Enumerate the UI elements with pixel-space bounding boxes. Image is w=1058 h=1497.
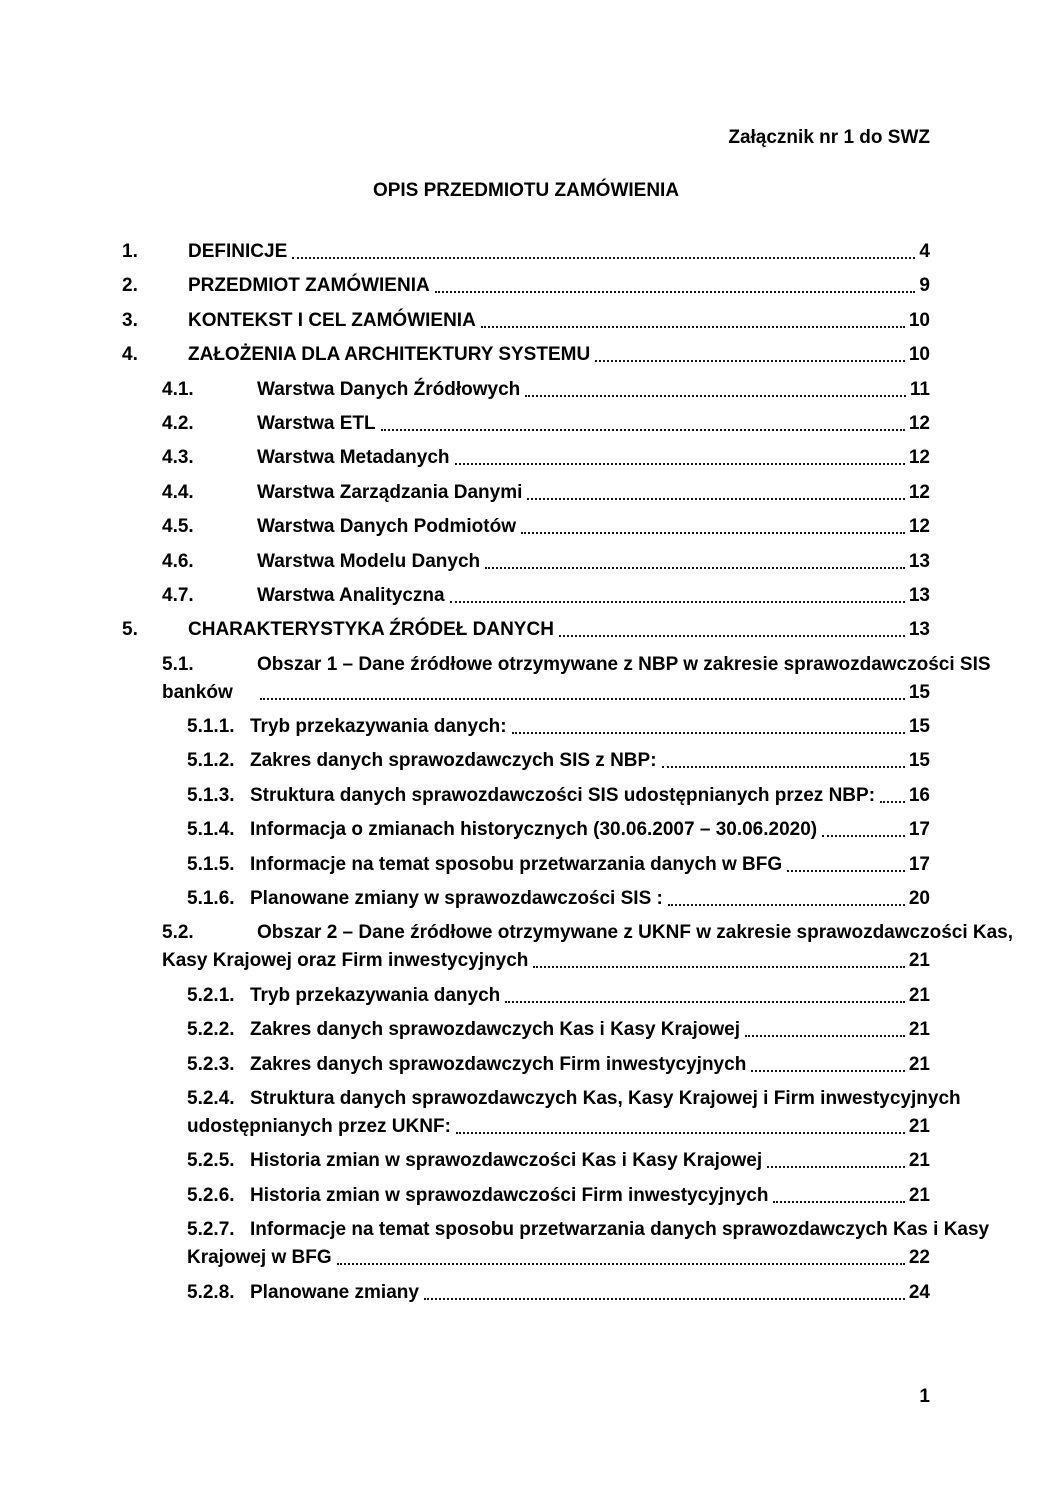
toc-entry-text: Obszar 1 – Dane źródłowe otrzymywane z NBP w zakresie sprawozdawczości SIS xyxy=(257,653,991,675)
toc-entry-text: Informacja o zmianach historycznych (30.06.2007 – 30.06.2020) xyxy=(250,819,818,841)
toc-entry-page: 10 xyxy=(908,344,930,366)
toc-entry-number: 5.1.4. xyxy=(187,819,235,841)
toc-entry xyxy=(0,618,1058,642)
toc-entry-page: 15 xyxy=(908,716,930,738)
toc-entry-page: 21 xyxy=(908,1053,930,1075)
toc-entry-page: 21 xyxy=(908,1150,930,1172)
toc-entry-page: 4 xyxy=(919,241,930,262)
toc-entry-page: 12 xyxy=(908,516,930,538)
toc-leader-dots xyxy=(424,1298,905,1300)
toc-entry xyxy=(0,1087,1058,1111)
toc-leader-dots xyxy=(822,835,905,837)
toc-entry-number: 5.2.5. xyxy=(187,1150,235,1172)
toc-entry-number: 5.1.5. xyxy=(187,853,235,875)
toc-entry-page: 21 xyxy=(908,1019,930,1041)
toc-entry-page: 12 xyxy=(908,447,930,469)
toc-entry-text-continued: Kasy Krajowej oraz Firm inwestycyjnych xyxy=(162,950,529,972)
toc-entry-text: Warstwa Zarządzania Danymi xyxy=(257,481,523,503)
toc-entry xyxy=(0,853,1058,877)
toc-leader-dots xyxy=(787,870,905,872)
toc-entry xyxy=(0,1149,1058,1173)
toc-entry-page: 15 xyxy=(908,681,930,703)
toc-entry xyxy=(0,715,1058,739)
toc-entry xyxy=(0,1218,1058,1242)
toc-entry-text: Zakres danych sprawozdawczych Firm inwestycyjnych xyxy=(250,1053,747,1075)
toc-entry-text: Informacje na temat sposobu przetwarzania danych sprawozdawczych Kas i Kasy xyxy=(250,1219,990,1241)
toc-leader-dots xyxy=(662,766,905,768)
toc-entry xyxy=(0,921,1058,945)
toc-entry-text-continued: banków xyxy=(162,681,233,703)
toc-entry-continuation xyxy=(0,1246,1058,1270)
toc-leader-dots xyxy=(773,1201,904,1203)
footer-page-number: 1 xyxy=(919,1386,930,1407)
toc-entry-number: 5.2.2. xyxy=(187,1019,235,1041)
toc-leader-dots xyxy=(456,1132,905,1134)
toc-entry-number: 4.5. xyxy=(162,516,194,538)
toc-entry-number: 4. xyxy=(122,344,138,366)
toc-entry-number: 5.2.1. xyxy=(187,984,235,1006)
attachment-label: Załącznik nr 1 do SWZ xyxy=(728,127,930,148)
toc-leader-dots xyxy=(485,567,905,569)
toc-entry xyxy=(0,984,1058,1008)
toc-entry xyxy=(0,584,1058,608)
toc-entry xyxy=(0,550,1058,574)
toc-entry-number: 5.1.2. xyxy=(187,750,235,772)
toc-leader-dots xyxy=(527,498,904,500)
toc-entry xyxy=(0,378,1058,402)
toc-leader-dots xyxy=(292,257,915,259)
toc-leader-dots xyxy=(337,1263,905,1265)
toc-leader-dots xyxy=(880,801,905,803)
toc-entry-number: 4.7. xyxy=(162,584,194,606)
toc-entry-text: Tryb przekazywania danych xyxy=(250,984,501,1006)
toc-entry-page: 20 xyxy=(908,888,930,910)
toc-entry xyxy=(0,1018,1058,1042)
toc-entry-number: 4.2. xyxy=(162,412,194,434)
toc-entry-text-continued: Krajowej w BFG xyxy=(187,1247,332,1269)
toc-entry-text: Planowane zmiany w sprawozdawczości SIS : xyxy=(250,888,663,910)
toc-entry-text: Warstwa Metadanych xyxy=(257,447,450,469)
toc-entry xyxy=(0,1184,1058,1208)
toc-entry-page: 15 xyxy=(908,750,930,772)
toc-entry-page: 13 xyxy=(908,619,930,641)
toc-entry xyxy=(0,749,1058,773)
toc-entry-page: 13 xyxy=(908,584,930,606)
toc-leader-dots xyxy=(260,698,905,700)
toc-entry-page: 21 xyxy=(908,984,930,1006)
toc-leader-dots xyxy=(505,1001,905,1003)
toc-entry-page: 16 xyxy=(908,784,930,806)
toc-entry-page: 12 xyxy=(908,481,930,503)
toc-entry xyxy=(0,784,1058,808)
toc-leader-dots xyxy=(435,291,916,293)
toc-entry-text: Warstwa ETL xyxy=(257,412,376,434)
toc-entry-page: 10 xyxy=(908,309,930,331)
toc-entry-number: 2. xyxy=(122,275,138,297)
toc-entry-page: 22 xyxy=(908,1247,930,1269)
toc-entry-text: KONTEKST I CEL ZAMÓWIENIA xyxy=(188,309,476,331)
toc-entry-text: Historia zmian w sprawozdawczości Firm inwestycyjnych xyxy=(250,1184,769,1206)
toc-entry-number: 5.2.8. xyxy=(187,1281,235,1303)
toc-entry-number: 3. xyxy=(122,309,138,331)
toc-leader-dots xyxy=(450,601,905,603)
toc-entry-number: 5.1.1. xyxy=(187,716,235,738)
toc-leader-dots xyxy=(751,1070,905,1072)
toc-entry-text: Warstwa Danych Źródłowych xyxy=(257,378,521,400)
toc-entry-text: CHARAKTERYSTYKA ŹRÓDEŁ DANYCH xyxy=(188,619,554,641)
toc-entry-number: 5.2. xyxy=(162,922,194,944)
toc-entry-continuation xyxy=(0,949,1058,973)
toc-entry xyxy=(0,343,1058,367)
toc-entry xyxy=(0,481,1058,505)
toc-entry xyxy=(0,818,1058,842)
page-title: OPIS PRZEDMIOTU ZAMÓWIENIA xyxy=(372,180,680,201)
toc-leader-dots xyxy=(595,360,905,362)
toc-entry xyxy=(0,887,1058,911)
toc-leader-dots xyxy=(521,532,905,534)
toc-entry-number: 5.2.7. xyxy=(187,1219,235,1241)
toc-entry xyxy=(0,1281,1058,1305)
toc-entry-number: 5. xyxy=(122,619,138,641)
toc-entry-number: 5.2.4. xyxy=(187,1087,235,1109)
toc-entry xyxy=(0,412,1058,436)
toc-entry xyxy=(0,446,1058,470)
toc-leader-dots xyxy=(668,904,905,906)
toc-list xyxy=(0,240,1058,1315)
toc-entry-page: 9 xyxy=(919,275,930,297)
toc-entry-page: 24 xyxy=(908,1281,930,1303)
toc-entry-number: 4.1. xyxy=(162,378,194,400)
toc-entry-page: 12 xyxy=(908,412,930,434)
toc-entry-text: Struktura danych sprawozdawczych Kas, Kasy Krajowej i Firm inwestycyjnych xyxy=(250,1087,961,1109)
toc-entry-text: Obszar 2 – Dane źródłowe otrzymywane z UKNF w zakresie sprawozdawczości Kas, xyxy=(257,922,1014,944)
toc-entry-text: ZAŁOŻENIA DLA ARCHITEKTURY SYSTEMU xyxy=(188,344,591,366)
toc-leader-dots xyxy=(533,966,904,968)
toc-leader-dots xyxy=(481,326,905,328)
toc-entry-number: 4.3. xyxy=(162,447,194,469)
toc-entry-text: Warstwa Analityczna xyxy=(257,584,445,606)
toc-leader-dots xyxy=(455,463,905,465)
toc-entry-continuation xyxy=(0,681,1058,705)
toc-entry-text: Informacje na temat sposobu przetwarzania danych w BFG xyxy=(250,853,783,875)
toc-entry-text: Tryb przekazywania danych: xyxy=(250,716,507,738)
toc-entry-number: 1. xyxy=(122,241,138,262)
toc-entry xyxy=(0,240,1058,264)
toc-entry-text: Struktura danych sprawozdawczości SIS udostępnianych przez NBP: xyxy=(250,784,876,806)
toc-entry-number: 4.4. xyxy=(162,481,194,503)
toc-entry-page: 21 xyxy=(908,1184,930,1206)
toc-entry-page: 11 xyxy=(909,378,930,400)
toc-entry xyxy=(0,653,1058,677)
toc-leader-dots xyxy=(559,635,905,637)
toc-entry-page: 13 xyxy=(908,550,930,572)
toc-entry-text: PRZEDMIOT ZAMÓWIENIA xyxy=(188,275,430,297)
toc-leader-dots xyxy=(381,429,905,431)
toc-entry-number: 5.2.3. xyxy=(187,1053,235,1075)
toc-entry-text: Warstwa Danych Podmiotów xyxy=(257,516,516,538)
toc-entry-page: 17 xyxy=(908,819,930,841)
toc-entry-text: Historia zmian w sprawozdawczości Kas i Kasy Krajowej xyxy=(250,1150,763,1172)
toc-entry xyxy=(0,309,1058,333)
toc-leader-dots xyxy=(767,1166,905,1168)
toc-leader-dots xyxy=(745,1035,905,1037)
toc-leader-dots xyxy=(525,395,906,397)
toc-entry-number: 5.1.3. xyxy=(187,784,235,806)
toc-entry-text: Warstwa Modelu Danych xyxy=(257,550,481,572)
toc-entry-page: 21 xyxy=(908,1115,930,1137)
toc-entry-text: Planowane zmiany xyxy=(250,1281,419,1303)
toc-entry-text: DEFINICJE xyxy=(188,241,288,262)
toc-entry-number: 5.2.6. xyxy=(187,1184,235,1206)
toc-entry-text: Zakres danych sprawozdawczych SIS z NBP: xyxy=(250,750,657,772)
toc-leader-dots xyxy=(512,732,905,734)
toc-entry-number: 5.1.6. xyxy=(187,888,235,910)
toc-entry-page: 17 xyxy=(908,853,930,875)
toc-entry xyxy=(0,515,1058,539)
toc-entry xyxy=(0,1053,1058,1077)
toc-entry xyxy=(0,274,1058,298)
toc-entry-number: 4.6. xyxy=(162,550,194,572)
toc-entry-continuation xyxy=(0,1115,1058,1139)
toc-entry-text: Zakres danych sprawozdawczych Kas i Kasy Krajowej xyxy=(250,1019,740,1041)
toc-entry-number: 5.1. xyxy=(162,653,194,675)
toc-entry-page: 21 xyxy=(908,950,930,972)
toc-entry-text-continued: udostępnianych przez UKNF: xyxy=(187,1115,451,1137)
